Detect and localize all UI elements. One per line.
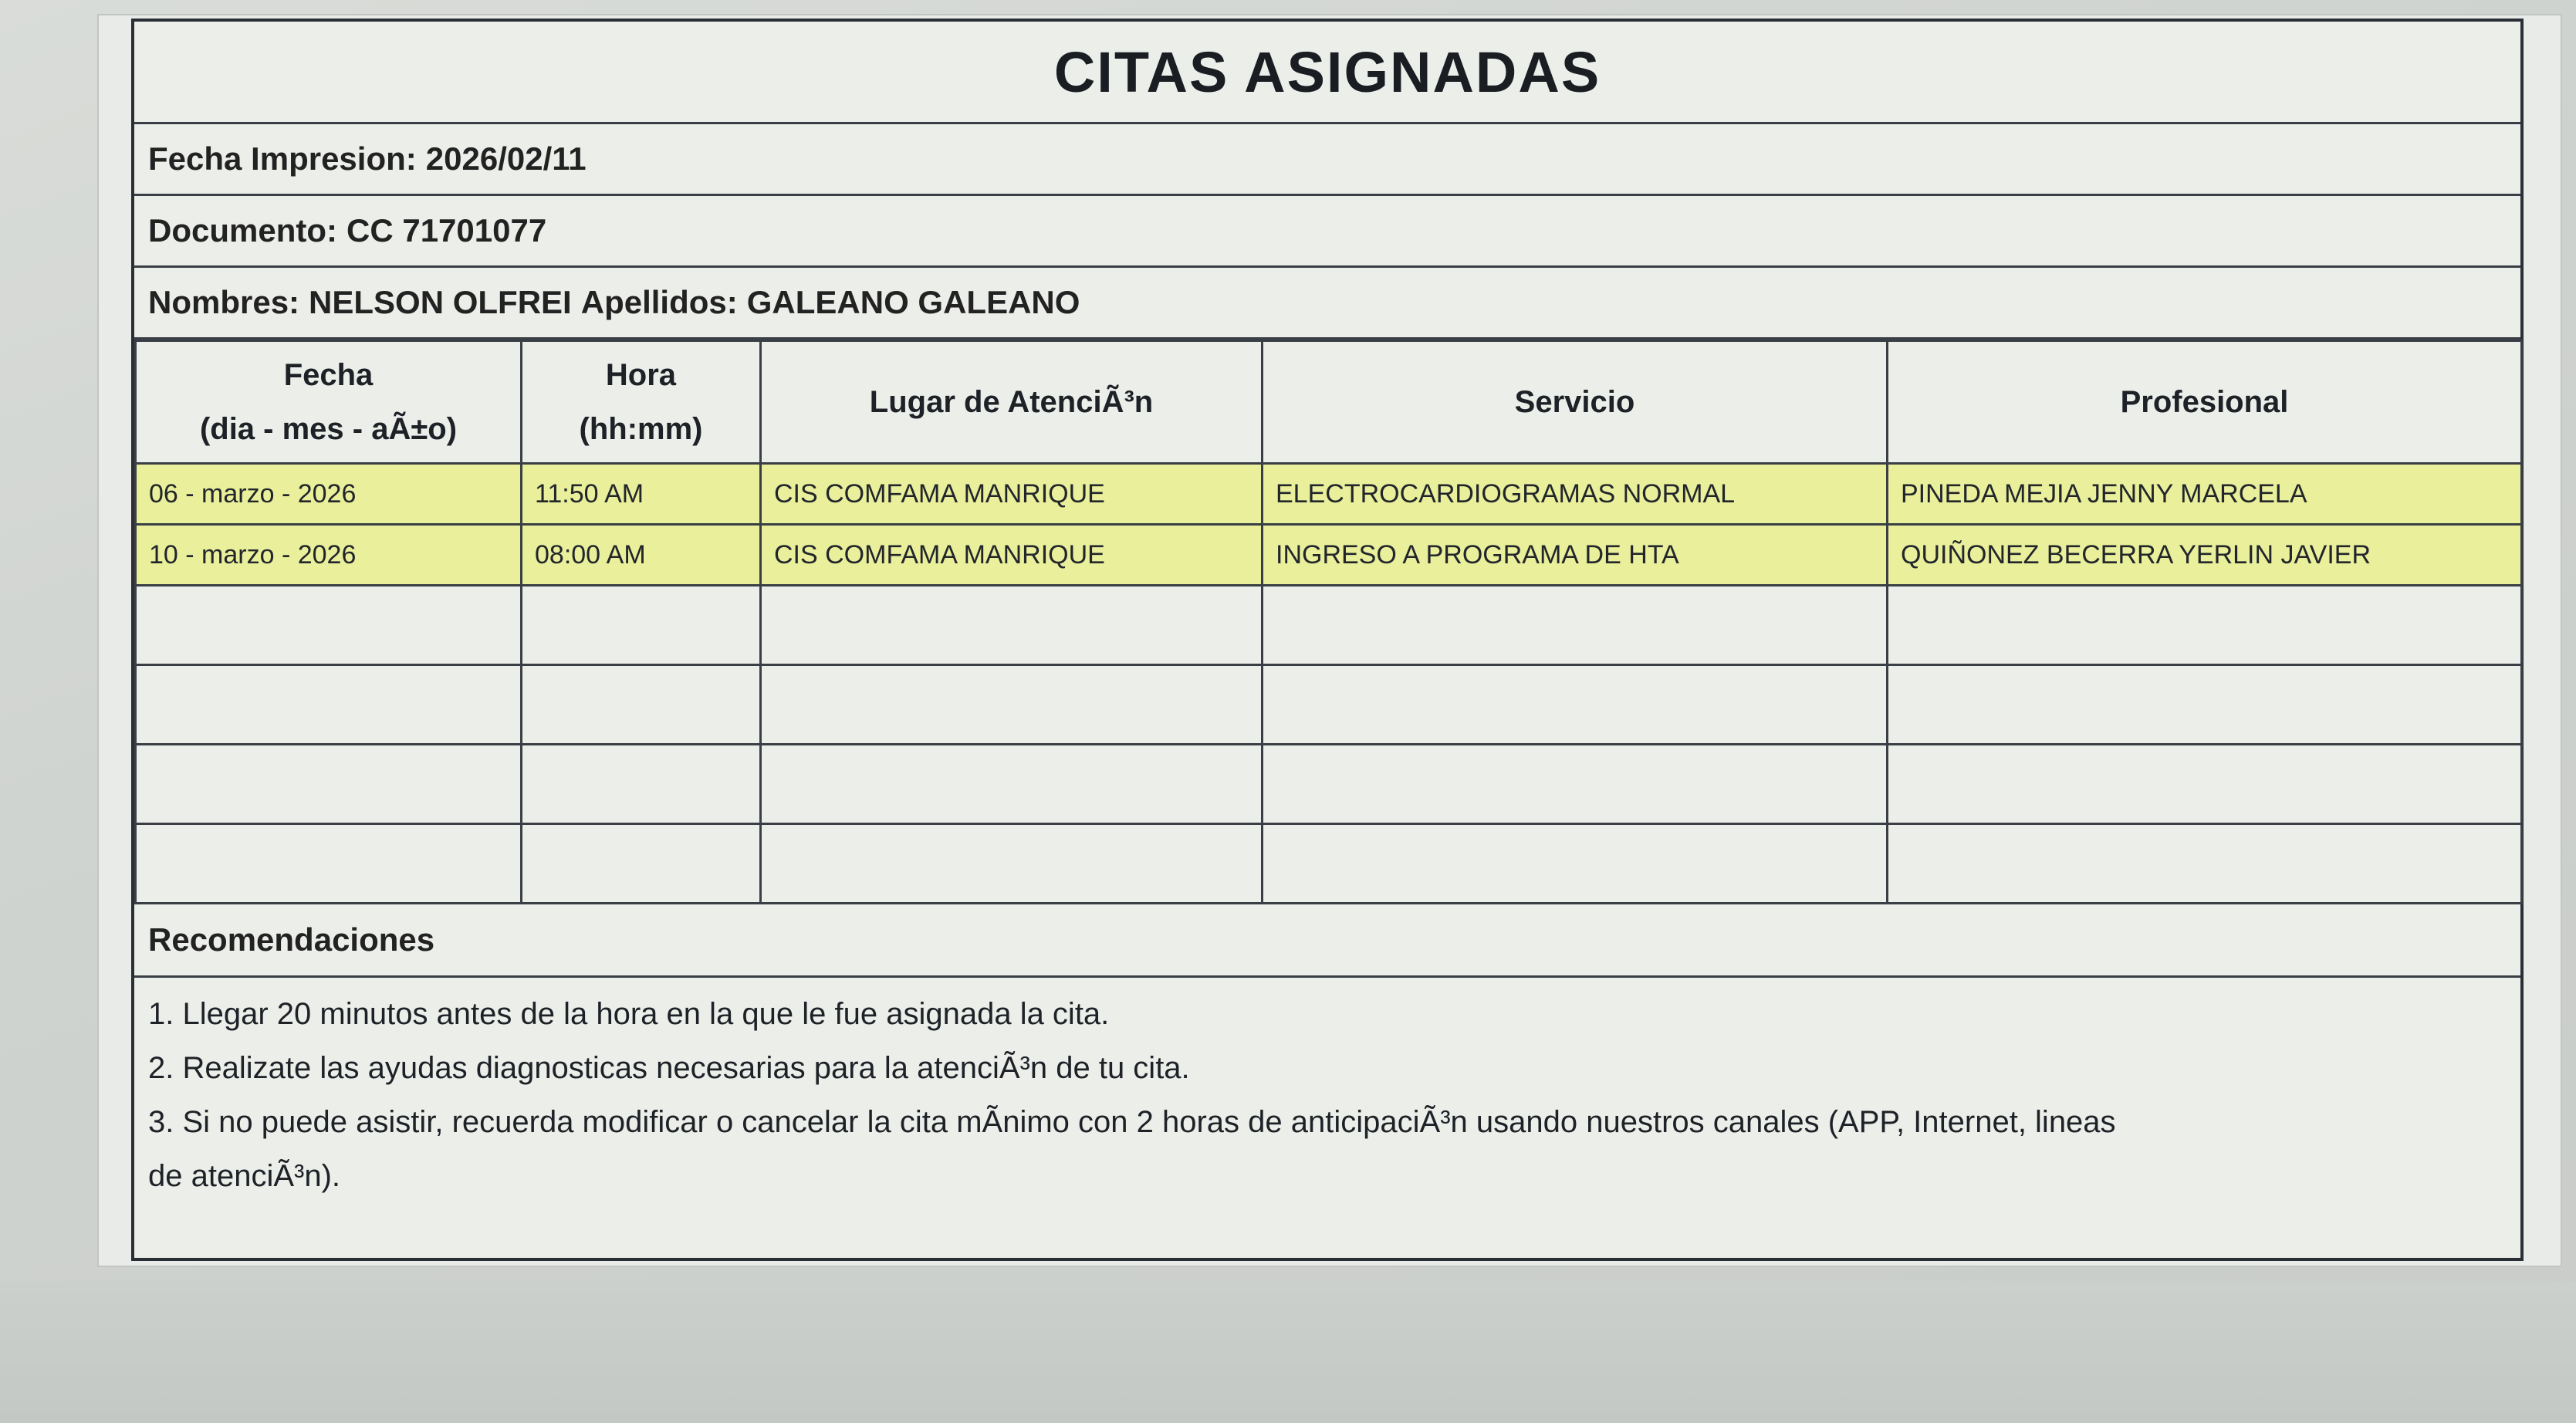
empty-cell <box>1888 745 2522 824</box>
nombres-label: Nombres: <box>148 284 300 320</box>
cell-servicio: ELECTROCARDIOGRAMAS NORMAL <box>1263 464 1888 525</box>
header-hora-line2: (hh:mm) <box>579 412 703 446</box>
cell-hora: 11:50 AM <box>522 464 761 525</box>
header-servicio <box>1263 341 1888 464</box>
empty-table-row <box>136 745 2522 824</box>
documento-value: CC 71701077 <box>347 212 547 248</box>
recomendaciones-title: Recomendaciones <box>134 904 2520 978</box>
table-row <box>136 525 2522 586</box>
title-row <box>134 22 2520 124</box>
empty-cell <box>136 824 522 904</box>
background-surface <box>0 1281 2576 1423</box>
cell-servicio: INGRESO A PROGRAMA DE HTA <box>1263 525 1888 586</box>
cell-fecha: 10 - marzo - 2026 <box>136 525 522 586</box>
fecha-impresion-value: 2026/02/11 <box>425 140 587 177</box>
empty-table-row <box>136 824 2522 904</box>
empty-cell <box>136 586 522 665</box>
header-profesional <box>1888 341 2522 464</box>
documento-row <box>134 196 2520 268</box>
cell-lugar: CIS COMFAMA MANRIQUE <box>761 525 1263 586</box>
header-fecha-line1: Fecha <box>283 358 374 392</box>
header-fecha-line2: (dia - mes - aÃ±o) <box>199 412 458 446</box>
empty-cell <box>522 665 761 745</box>
header-servicio-line1: Servicio <box>1514 385 1635 419</box>
empty-cell <box>1888 665 2522 745</box>
empty-cell <box>761 824 1263 904</box>
empty-cell <box>522 824 761 904</box>
header-hora <box>522 341 761 464</box>
apellidos-label: Apellidos: <box>580 284 738 320</box>
documento-label: Documento: <box>148 212 337 248</box>
empty-cell <box>1888 824 2522 904</box>
empty-cell <box>761 665 1263 745</box>
empty-cell <box>1263 665 1888 745</box>
header-lugar-line1: Lugar de AtenciÃ³n <box>869 385 1154 419</box>
appointments-document <box>131 19 2524 1261</box>
empty-cell <box>136 745 522 824</box>
recomendaciones-list <box>134 978 2520 1203</box>
cell-lugar: CIS COMFAMA MANRIQUE <box>761 464 1263 525</box>
empty-cell <box>1263 745 1888 824</box>
fecha-impresion-row <box>134 124 2520 196</box>
cell-profesional: QUIÑONEZ BECERRA YERLIN JAVIER <box>1888 525 2522 586</box>
empty-cell <box>761 586 1263 665</box>
empty-cell <box>761 745 1263 824</box>
header-lugar <box>761 341 1263 464</box>
empty-cell <box>1263 586 1888 665</box>
apellidos-value: GALEANO GALEANO <box>746 284 1080 320</box>
cell-fecha: 06 - marzo - 2026 <box>136 464 522 525</box>
header-hora-line1: Hora <box>605 358 677 392</box>
recomendacion-item: 1. Llegar 20 minutos antes de la hora en la que le fue asignada la cita. <box>148 997 1110 1031</box>
empty-table-row <box>136 665 2522 745</box>
empty-cell <box>1263 824 1888 904</box>
appointments-table <box>134 340 2523 904</box>
empty-cell <box>1888 586 2522 665</box>
table-header-row <box>136 341 2522 464</box>
empty-cell <box>522 586 761 665</box>
header-fecha <box>136 341 522 464</box>
empty-table-row <box>136 586 2522 665</box>
recomendacion-item: de atenciÃ³n). <box>148 1159 341 1193</box>
nombres-row <box>134 268 2520 340</box>
document-title: CITAS ASIGNADAS <box>1053 39 1601 104</box>
recomendacion-item: 3. Si no puede asistir, recuerda modificar o cancelar la cita mÃnimo con 2 horas de anticipaciÃ³n usando nuestros canales (APP, Internet, lineas <box>148 1105 2116 1139</box>
recomendacion-item: 2. Realizate las ayudas diagnosticas necesarias para la atenciÃ³n de tu cita. <box>148 1051 1190 1085</box>
cell-hora: 08:00 AM <box>522 525 761 586</box>
nombres-value: NELSON OLFREI <box>309 284 572 320</box>
table-row <box>136 464 2522 525</box>
empty-cell <box>522 745 761 824</box>
fecha-impresion-label: Fecha Impresion: <box>148 140 417 177</box>
empty-cell <box>136 665 522 745</box>
header-profesional-line1: Profesional <box>2120 385 2289 419</box>
cell-profesional: PINEDA MEJIA JENNY MARCELA <box>1888 464 2522 525</box>
